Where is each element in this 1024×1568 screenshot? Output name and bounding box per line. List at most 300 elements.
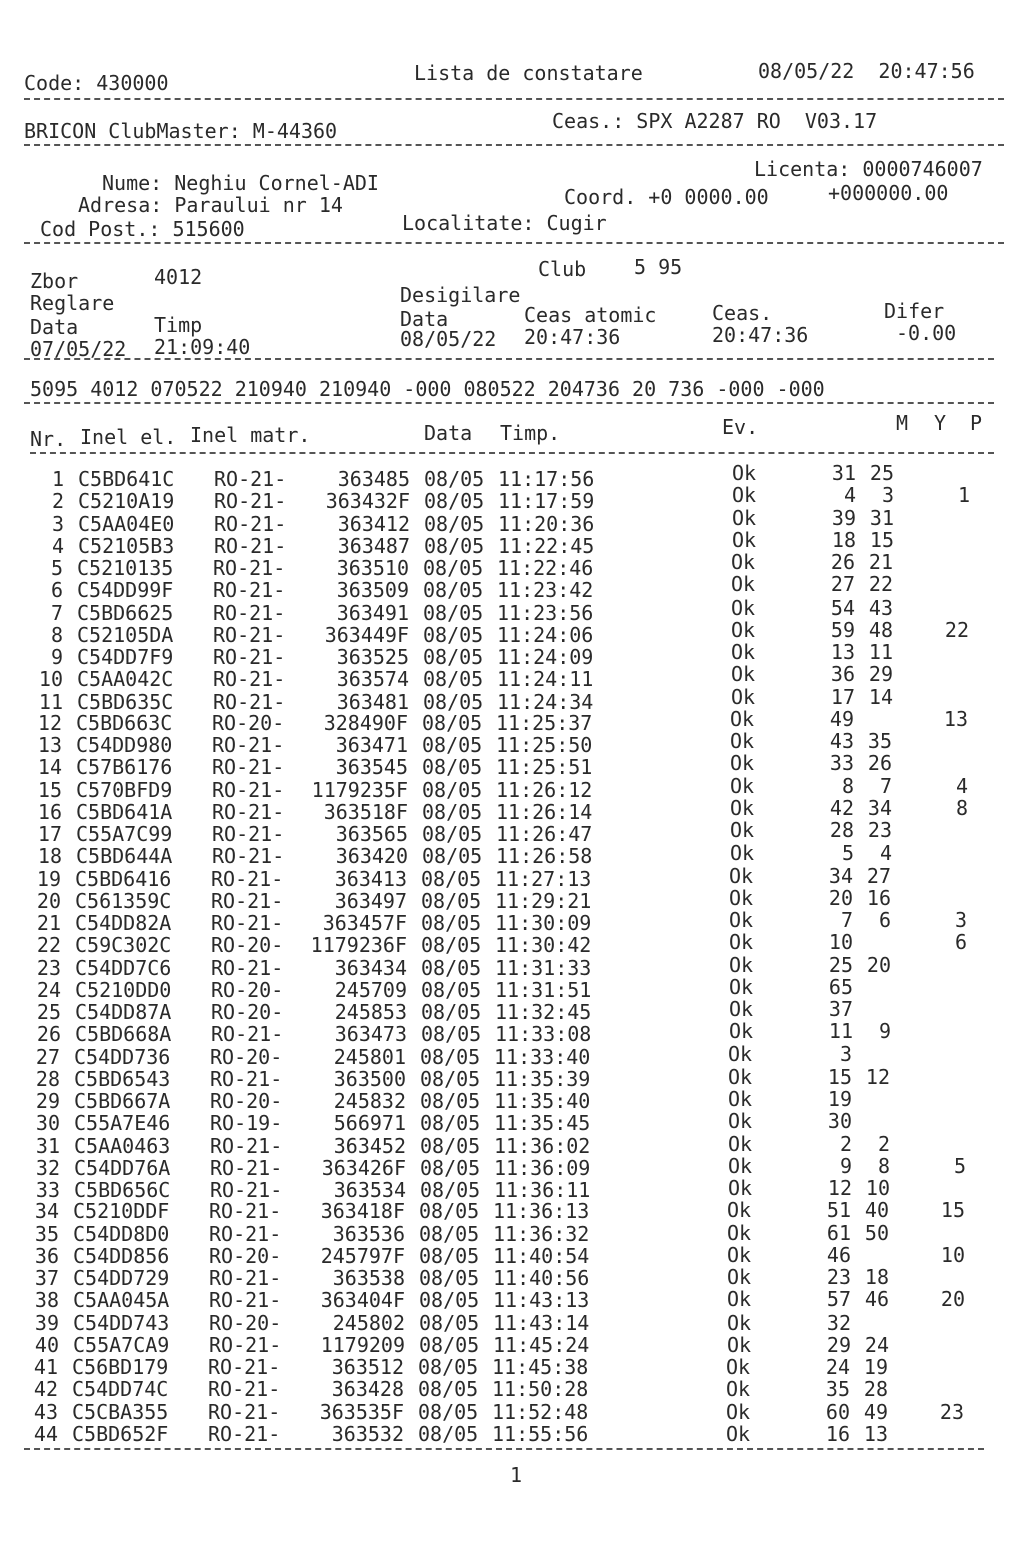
row-y: 8 (877, 1153, 890, 1178)
row-y: 18 (864, 1265, 889, 1289)
row-m: 29 (826, 1332, 851, 1357)
row-y: 48 (868, 617, 893, 642)
row-y: 2 (877, 1131, 890, 1156)
row-y: 28 (863, 1377, 888, 1402)
row-timp: 11:26:14 (496, 799, 593, 824)
row-inel-matr: 363487 (337, 533, 410, 558)
row-data: 08/05 (424, 467, 485, 491)
row-timp: 11:52:48 (492, 1399, 589, 1424)
row-inel-prefix: RO-20- (209, 1243, 282, 1268)
row-data: 08/05 (422, 733, 483, 757)
row-m: 24 (825, 1355, 850, 1379)
row-timp: 11:33:40 (494, 1044, 591, 1069)
row-inel-matr: 363510 (336, 556, 409, 580)
row-inel-matr: 1179209 (320, 1332, 405, 1357)
row-timp: 11:40:56 (493, 1266, 590, 1290)
table-row (0, 952, 1024, 980)
row-y: 7 (879, 773, 892, 798)
row-y: 15 (869, 527, 894, 552)
row-data: 08/05 (420, 1066, 481, 1091)
row-inel-prefix: RO-21- (210, 1155, 283, 1180)
row-inel-el: C54DD980 (76, 733, 173, 757)
row-ev: Ok (732, 483, 757, 508)
data-label: Data (30, 315, 79, 339)
row-timp: 11:24:34 (497, 689, 594, 714)
row-inel-el: C5AA042C (77, 667, 174, 692)
row-inel-prefix: RO-21- (208, 1377, 281, 1402)
row-nr: 43 (33, 1399, 58, 1424)
row-timp: 11:31:33 (495, 955, 592, 980)
row-nr: 14 (37, 755, 62, 780)
row-inel-prefix: RO-21- (208, 1355, 281, 1379)
row-inel-el: C570BFD9 (76, 777, 173, 802)
row-ev: Ok (730, 751, 755, 776)
row-timp: 11:36:32 (493, 1221, 590, 1246)
row-inel-matr: 363457F (322, 911, 407, 935)
row-nr: 29 (35, 1089, 60, 1113)
table-row (0, 908, 1024, 935)
row-nr: 11 (38, 689, 63, 714)
row-ev: Ok (728, 1153, 753, 1178)
row-ev: Ok (729, 997, 754, 1021)
row-m: 31 (831, 461, 856, 485)
row-p: 22 (944, 617, 969, 642)
row-inel-matr: 363404F (320, 1288, 405, 1313)
row-m: 30 (827, 1109, 852, 1134)
row-timp: 11:50:28 (492, 1377, 589, 1402)
row-data: 08/05 (423, 578, 484, 603)
row-nr: 25 (36, 1000, 61, 1024)
row-ev: Ok (730, 795, 755, 820)
row-timp: 11:25:50 (496, 733, 593, 757)
row-data: 08/05 (422, 799, 483, 824)
table-row (0, 1334, 1024, 1356)
reglare-time: 21:09:40 (154, 335, 251, 359)
row-ev: Ok (728, 1087, 753, 1111)
table-row (0, 1109, 1024, 1136)
row-inel-matr: 363420 (335, 844, 408, 869)
difference-label: Difer (884, 299, 945, 323)
row-y: 16 (866, 885, 891, 910)
table-row (0, 1153, 1024, 1180)
table-row (0, 818, 1024, 846)
table-row (0, 841, 1024, 869)
row-inel-el: C561359C (75, 888, 172, 913)
row-inel-matr: 363473 (334, 1022, 407, 1047)
row-inel-el: C5BD663C (76, 710, 173, 735)
row-m: 28 (829, 818, 854, 842)
row-inel-prefix: RO-21- (209, 1288, 282, 1313)
row-timp: 11:45:38 (492, 1355, 589, 1379)
row-timp: 11:24:09 (497, 645, 594, 669)
row-data: 08/05 (424, 533, 485, 558)
row-inel-matr: 363497 (334, 888, 407, 913)
row-nr: 30 (35, 1111, 60, 1136)
row-m: 25 (828, 952, 853, 977)
row-inel-matr: 245853 (334, 1000, 407, 1024)
row-data: 08/05 (422, 777, 483, 802)
table-row (0, 1089, 1024, 1111)
row-nr: 41 (33, 1355, 58, 1379)
row-timp: 11:23:42 (497, 578, 594, 603)
row-timp: 11:33:08 (495, 1022, 592, 1047)
data-label-right: Data (400, 307, 449, 331)
row-inel-matr: 363418F (320, 1199, 405, 1224)
row-inel-matr: 363413 (334, 866, 407, 891)
row-m: 11 (828, 1019, 853, 1044)
row-m: 26 (830, 550, 855, 574)
row-inel-prefix: RO-21- (212, 799, 285, 824)
row-inel-prefix: RO-21- (208, 1399, 281, 1424)
col-header-y: Y (934, 411, 947, 435)
col-header-m: M (896, 411, 909, 435)
row-data: 08/05 (419, 1266, 480, 1290)
row-inel-el: C5BD644A (76, 844, 173, 869)
row-m: 10 (828, 930, 853, 955)
row-m: 27 (830, 572, 855, 597)
row-m: 59 (830, 617, 855, 642)
row-inel-el: C5BD6416 (75, 866, 172, 891)
table-row (0, 1019, 1024, 1047)
row-y: 43 (868, 595, 893, 620)
row-timp: 11:26:58 (496, 844, 593, 869)
row-inel-matr: 363434 (334, 955, 407, 980)
row-ev: Ok (728, 1131, 753, 1156)
row-data: 08/05 (421, 933, 482, 958)
row-inel-prefix: RO-21- (209, 1199, 282, 1224)
row-ev: Ok (730, 773, 755, 798)
row-p: 6 (954, 930, 967, 955)
row-timp: 11:43:13 (493, 1288, 590, 1313)
row-data: 08/05 (419, 1199, 480, 1224)
atomic-clock-label: Ceas atomic (524, 303, 657, 327)
row-m: 18 (831, 527, 856, 552)
row-y: 12 (865, 1064, 890, 1089)
row-timp: 11:36:09 (494, 1155, 591, 1180)
row-data: 08/05 (420, 1133, 481, 1158)
row-y: 29 (868, 662, 893, 687)
row-inel-matr: 363532 (331, 1421, 404, 1446)
row-data: 08/05 (422, 844, 483, 869)
row-p: 5 (953, 1153, 966, 1178)
row-nr: 19 (36, 866, 61, 891)
row-nr: 42 (33, 1377, 58, 1402)
row-ev: Ok (731, 640, 756, 664)
difference-value: -0.00 (896, 321, 957, 345)
row-inel-prefix: RO-21- (214, 511, 287, 536)
row-nr: 34 (34, 1199, 59, 1224)
table-row (0, 1200, 1024, 1222)
table-row (0, 1401, 1024, 1423)
row-ev: Ok (726, 1377, 751, 1402)
row-m: 39 (831, 505, 856, 530)
row-nr: 17 (37, 822, 62, 846)
row-p: 10 (940, 1242, 965, 1267)
row-timp: 11:22:46 (497, 556, 594, 580)
row-inel-matr: 363512 (331, 1355, 404, 1379)
row-y: 3 (881, 483, 894, 508)
row-data: 08/05 (422, 755, 483, 780)
row-data: 08/05 (421, 977, 482, 1002)
clock-col-label: Ceas. (712, 301, 773, 325)
row-inel-prefix: RO-20- (211, 977, 284, 1002)
row-inel-el: C54DD7C6 (75, 955, 172, 980)
row-data: 08/05 (421, 866, 482, 891)
row-m: 35 (825, 1377, 850, 1402)
table-row (0, 1289, 1024, 1311)
row-inel-el: C55A7C99 (76, 822, 173, 846)
row-y: 49 (863, 1399, 888, 1424)
row-nr: 36 (34, 1243, 59, 1268)
row-m: 5 (841, 841, 854, 866)
col-header-inel-el: Inel el. (80, 425, 177, 449)
row-nr: 37 (34, 1266, 59, 1290)
row-data: 08/05 (421, 888, 482, 913)
row-inel-matr: 245802 (332, 1310, 405, 1335)
row-m: 46 (826, 1242, 851, 1267)
row-data: 08/05 (422, 822, 483, 846)
row-nr: 44 (33, 1421, 58, 1446)
row-inel-prefix: RO-21- (214, 467, 287, 491)
row-nr: 23 (36, 955, 61, 980)
row-nr: 39 (34, 1310, 59, 1335)
row-timp: 11:30:09 (495, 911, 592, 935)
row-timp: 11:17:59 (498, 489, 595, 514)
row-p: 1 (957, 483, 970, 508)
row-inel-prefix: RO-21- (211, 866, 284, 891)
row-p: 8 (955, 795, 968, 820)
row-y: 31 (869, 505, 894, 530)
row-nr: 3 (51, 511, 64, 536)
table-row (0, 1064, 1024, 1091)
row-inel-prefix: RO-21- (208, 1421, 281, 1446)
row-nr: 21 (36, 911, 61, 935)
row-data: 08/05 (420, 1089, 481, 1113)
row-ev: Ok (727, 1220, 752, 1245)
row-inel-matr: 363412 (337, 511, 410, 536)
row-ev: Ok (730, 818, 755, 842)
row-nr: 35 (34, 1221, 59, 1246)
row-m: 15 (827, 1064, 852, 1089)
table-row (0, 1041, 1024, 1069)
table-row (0, 974, 1024, 1002)
row-inel-prefix: RO-21- (213, 600, 286, 625)
row-y: 13 (863, 1421, 888, 1446)
table-row (0, 1423, 1024, 1445)
row-y: 27 (866, 863, 891, 888)
row-ev: Ok (731, 550, 756, 574)
row-inel-prefix: RO-20- (211, 1000, 284, 1024)
row-inel-el: C5BD641C (78, 467, 175, 491)
row-ev: Ok (727, 1265, 752, 1289)
row-timp: 11:25:37 (496, 710, 593, 735)
row-m: 61 (826, 1220, 851, 1245)
table-row (0, 461, 1024, 491)
row-inel-prefix: RO-21- (212, 777, 285, 802)
row-nr: 12 (37, 710, 62, 735)
row-m: 23 (826, 1265, 851, 1289)
row-inel-el: C5BD6625 (77, 600, 174, 625)
clock-label: Ceas.: SPX A2287 RO V03.17 (552, 109, 878, 133)
coordinates: Coord. +0 0000.00 (564, 185, 769, 209)
row-inel-matr: 363518F (323, 799, 408, 824)
row-timp: 11:24:11 (497, 667, 594, 692)
coordinates-2: +000000.00 (828, 181, 949, 205)
row-ev: Ok (729, 930, 754, 955)
row-ev: Ok (729, 885, 754, 910)
row-inel-prefix: RO-21- (211, 911, 284, 935)
row-inel-matr: 245801 (333, 1044, 406, 1069)
desig-date: 08/05/22 (400, 327, 497, 351)
row-inel-el: C5AA0463 (74, 1133, 171, 1158)
row-y: 25 (869, 461, 894, 485)
row-m: 16 (825, 1421, 850, 1446)
row-nr: 1 (51, 467, 64, 491)
row-y: 34 (867, 795, 892, 820)
row-inel-el: C54DD736 (74, 1044, 171, 1069)
row-inel-prefix: RO-21- (212, 733, 285, 757)
row-nr: 8 (50, 622, 63, 647)
row-m: 12 (827, 1176, 852, 1200)
row-timp: 11:31:51 (495, 977, 592, 1002)
row-timp: 11:32:45 (495, 1000, 592, 1024)
table-row (0, 1356, 1024, 1378)
row-inel-el: C54DD729 (73, 1266, 170, 1290)
row-m: 17 (830, 684, 855, 709)
row-ev: Ok (732, 505, 757, 530)
row-inel-el: C56BD179 (72, 1355, 169, 1379)
row-m: 42 (829, 795, 854, 820)
row-timp: 11:26:47 (496, 822, 593, 846)
locality: Localitate: Cugir (402, 211, 607, 235)
row-y: 21 (868, 550, 893, 574)
postal-code: Cod Post.: 515600 (40, 217, 245, 241)
col-header-inel-matr: Inel matr. (190, 423, 311, 447)
row-inel-matr: 1179236F (310, 933, 407, 958)
col-header-ev: Ev. (722, 415, 759, 439)
row-inel-el: C5BD641A (76, 799, 173, 824)
row-inel-matr: 1179235F (311, 777, 408, 802)
table-row (0, 930, 1024, 958)
row-ev: Ok (726, 1421, 751, 1446)
table-row (0, 1267, 1024, 1289)
row-inel-matr: 363525 (336, 645, 409, 669)
row-inel-el: C5BD635C (77, 689, 174, 714)
row-inel-matr: 363471 (335, 733, 408, 757)
club-label: Club (538, 257, 587, 281)
row-m: 19 (827, 1087, 852, 1111)
col-header-p: P (970, 411, 983, 435)
row-inel-prefix: RO-21- (212, 822, 285, 846)
row-inel-el: C54DD8D0 (73, 1221, 170, 1246)
row-data: 08/05 (421, 1022, 482, 1047)
row-inel-prefix: RO-20- (210, 1044, 283, 1069)
row-y: 50 (864, 1220, 889, 1245)
row-ev: Ok (726, 1399, 751, 1424)
row-data: 08/05 (420, 1111, 481, 1136)
row-data: 08/05 (423, 645, 484, 669)
row-data: 08/05 (418, 1421, 479, 1446)
row-ev: Ok (731, 572, 756, 597)
page-number: 1 (510, 1463, 523, 1487)
row-inel-el: C55A7E46 (74, 1111, 171, 1136)
row-inel-matr: 328490F (323, 710, 408, 735)
row-inel-matr: 363452 (333, 1133, 406, 1158)
row-ev: Ok (731, 595, 756, 620)
row-nr: 28 (35, 1066, 60, 1091)
row-p: 15 (940, 1198, 965, 1223)
row-ev: Ok (727, 1242, 752, 1267)
row-m: 37 (828, 997, 853, 1021)
row-p: 3 (954, 908, 967, 932)
row-timp: 11:25:51 (496, 755, 593, 780)
row-inel-el: C54DD99F (77, 578, 174, 603)
row-inel-matr: 363500 (333, 1066, 406, 1091)
row-inel-prefix: RO-21- (212, 844, 285, 869)
row-m: 2 (839, 1131, 852, 1156)
row-m: 34 (828, 863, 853, 888)
row-timp: 11:35:40 (494, 1089, 591, 1113)
row-y: 9 (878, 1019, 891, 1044)
row-inel-el: C5210DDF (73, 1199, 170, 1224)
row-inel-prefix: RO-19- (210, 1111, 283, 1136)
row-p: 20 (940, 1287, 965, 1312)
row-y: 40 (864, 1198, 889, 1223)
row-data: 08/05 (420, 1044, 481, 1069)
row-inel-matr: 245709 (334, 977, 407, 1002)
row-ev: Ok (728, 1176, 753, 1200)
row-y: 14 (868, 684, 893, 709)
row-nr: 18 (37, 844, 62, 869)
row-timp: 11:30:42 (495, 933, 592, 958)
row-ev: Ok (732, 461, 757, 485)
row-data: 08/05 (418, 1377, 479, 1402)
table-row (0, 885, 1024, 913)
row-inel-prefix: RO-21- (210, 1133, 283, 1158)
row-inel-el: C52105DA (77, 622, 174, 647)
row-nr: 26 (36, 1022, 61, 1047)
row-inel-matr: 566971 (333, 1111, 406, 1136)
row-inel-prefix: RO-21- (213, 667, 286, 692)
row-inel-el: C54DD76A (74, 1155, 171, 1180)
row-data: 08/05 (418, 1399, 479, 1424)
row-timp: 11:29:21 (495, 888, 592, 913)
row-inel-prefix: RO-21- (209, 1221, 282, 1246)
row-inel-el: C54DD87A (75, 1000, 172, 1024)
row-ev: Ok (728, 1109, 753, 1134)
row-ev: Ok (731, 617, 756, 642)
row-timp: 11:24:06 (497, 622, 594, 647)
row-ev: Ok (729, 908, 754, 932)
table-row (0, 1242, 1024, 1268)
row-inel-prefix: RO-20- (211, 933, 284, 958)
row-inel-el: C57B6176 (76, 755, 173, 780)
desig-clock: 20:47:36 (712, 323, 809, 347)
row-nr: 38 (34, 1288, 59, 1313)
row-m: 33 (829, 751, 854, 776)
table-row (0, 1220, 1024, 1246)
row-nr: 24 (36, 977, 61, 1002)
row-inel-prefix: RO-20- (210, 1089, 283, 1113)
table-row (0, 1378, 1024, 1400)
row-nr: 7 (50, 600, 63, 625)
row-inel-el: C55A7CA9 (73, 1332, 170, 1357)
row-inel-el: C5210DD0 (75, 977, 172, 1002)
row-inel-matr: 363534 (333, 1178, 406, 1202)
row-inel-el: C5BD667A (74, 1089, 171, 1113)
table-row (0, 1178, 1024, 1200)
row-inel-el: C5BD652F (72, 1421, 169, 1446)
